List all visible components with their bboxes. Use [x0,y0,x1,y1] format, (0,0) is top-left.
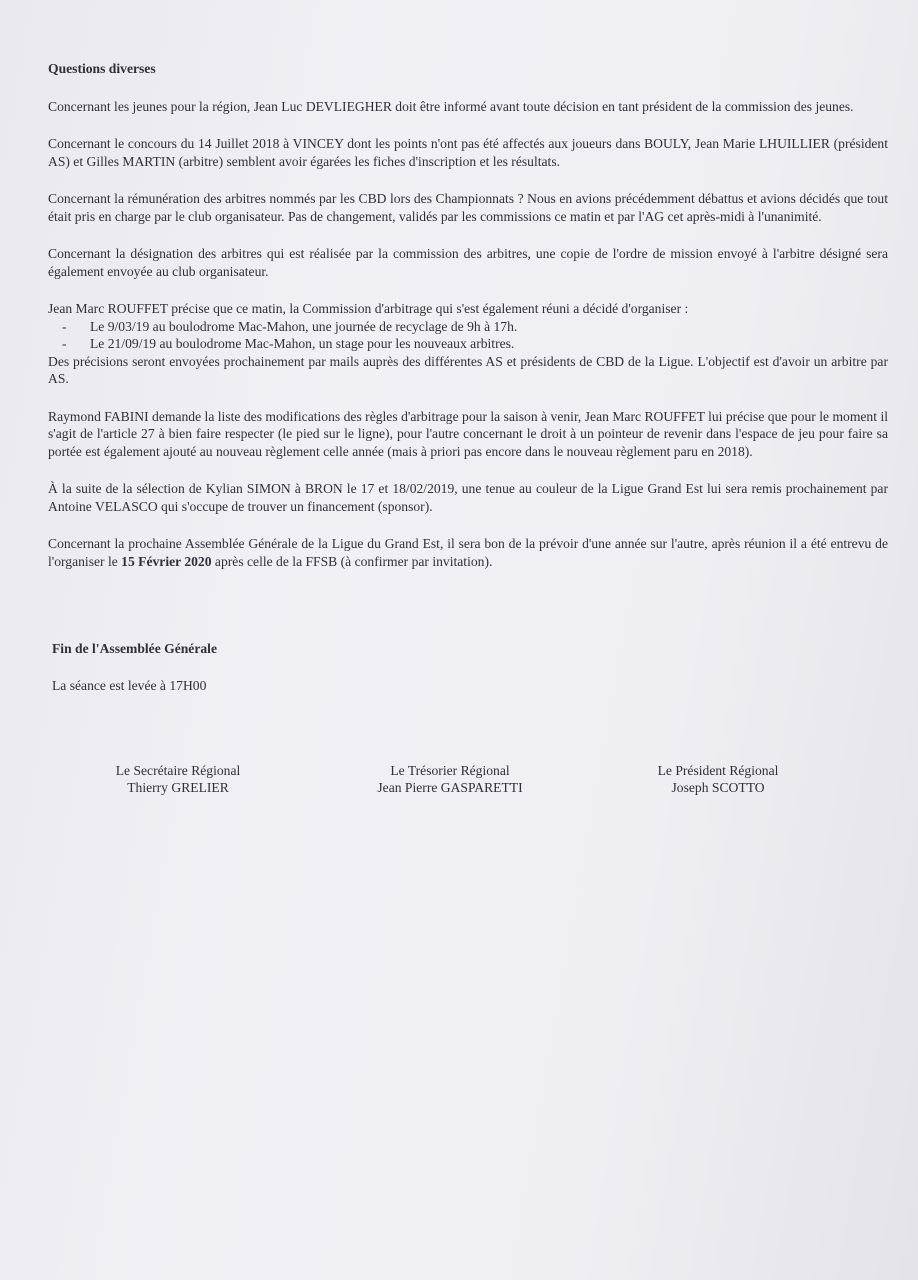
closing-block [52,640,217,694]
paragraph-fabini: Raymond FABINI demande la liste des modifications des règles d'arbitrage pour la saison à venir, Jean Marc ROUFFET lui précise que pour le moment il s'agit de l'article 27 à bien faire respecter (le pied sur le ligne), pour l'autre concernant le droit à un pointeur de revenir dans l'espace de jeu pour faire sa portée est également ajouté au nouveau règlement celle année (mais à priori pas encore dans le nouveau règlement paru en 2018). [48,408,888,459]
paragraph-remuneration: Concernant la rémunération des arbitres nommés par les CBD lors des Championnats ? Nous en avions précédemment débattus et avions décidés que tout était pris en charge par le club organisateur. Pas de changement, validés par les commissions ce matin et par l'AG cet après-midi à l'unanimité. [48,191,888,224]
arbitrage-list [48,318,888,353]
paragraph-concours: Concernant le concours du 14 Juillet 2018 à VINCEY dont les points n'ont pas été affectés aux joueurs dans BOULY, Jean Marie LHUILLIER (président AS) et Gilles MARTIN (arbitre) semblent avoir égarées les fiches d'inscription et les résultats. [48,136,888,169]
signature-name: Thierry GRELIER [127,780,229,795]
paragraph-assemblee [48,535,888,570]
signature-name: Jean Pierre GASPARETTI [377,780,523,795]
list-item: - Le 9/03/19 au boulodrome Mac-Mahon, une journée de recyclage de 9h à 17h. [48,318,888,336]
signature-role: Le Secrétaire Régional [115,763,241,778]
paragraph-simon: À la suite de la sélection de Kylian SIMON à BRON le 17 et 18/02/2019, une tenue au couleur de la Ligue Grand Est lui sera remis prochainement par Antoine VELASCO qui s'occupe de trouver un financement (sponsor). [48,481,888,514]
signature-president [608,762,828,796]
list-item: - Le 21/09/19 au boulodrome Mac-Mahon, un stage pour les nouveaux arbitres. [48,335,888,353]
paragraph-designation: Concernant la désignation des arbitres qui est réalisée par la commission des arbitres, une copie de l'ordre de mission envoyé à l'arbitre désigné sera également envoyée au club organisateur. [48,246,888,279]
assemblee-text-before: Concernant la prochaine Assemblée Générale de la Ligue du Grand Est, il sera bon de la prévoir d'une année sur l'autre, après réunion il a été entrevu de l'organiser le [48,536,888,569]
end-title: Fin de l'Assemblée Générale [52,641,217,656]
signature-name: Joseph SCOTTO [671,780,765,795]
signature-role: Le Trésorier Régional [390,763,510,778]
document-body [48,60,888,570]
end-text: La séance est levée à 17H00 [52,677,207,693]
signature-secretary [68,762,288,796]
paragraph-arbitrage-intro: Jean Marc ROUFFET précise que ce matin, la Commission d'arbitrage qui s'est également réuni a décidé d'organiser : [48,301,689,316]
signature-role: Le Président Régional [657,763,779,778]
paragraph-arbitrage-outro: Des précisions seront envoyées prochainement par mails auprès des différentes AS et présidents de CBD de la Ligue. L'objectif est d'avoir un arbitre par AS. [48,353,888,386]
assemblee-date: 15 Février 2020 [121,553,212,569]
section-title: Questions diverses [48,61,156,76]
paragraph-jeunes: Concernant les jeunes pour la région, Jean Luc DEVLIEGHER doit être informé avant toute décision en tant président de la commission des jeunes. [48,98,854,114]
assemblee-text-after: après celle de la FFSB (à confirmer par invitation). [211,553,493,569]
signature-treasurer [340,762,560,796]
